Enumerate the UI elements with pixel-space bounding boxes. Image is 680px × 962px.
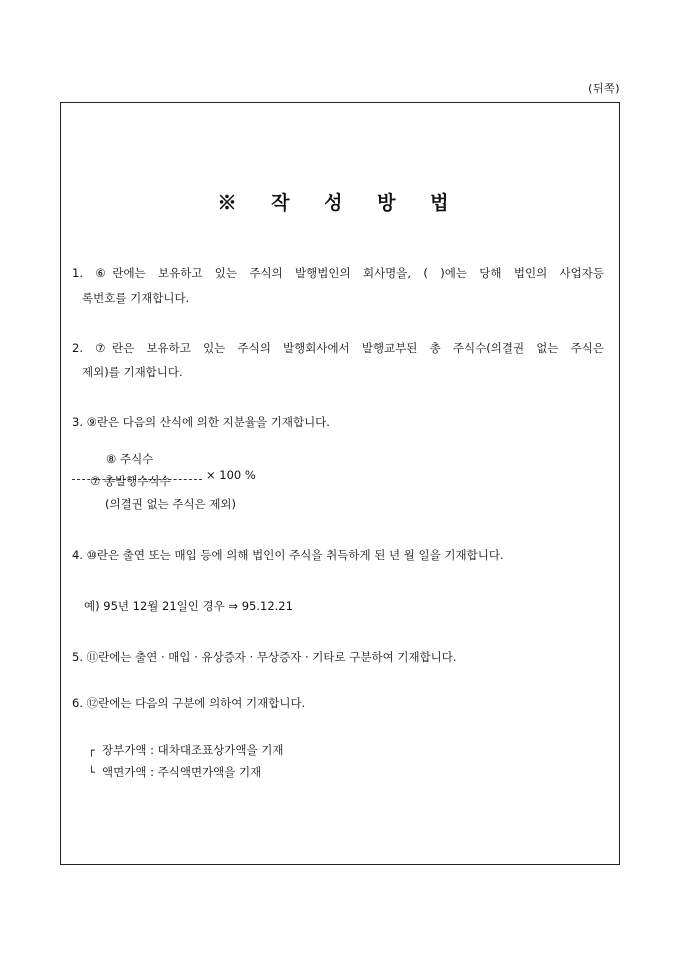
item-4-example: 예) 95년 12월 21일인 경우 ⇒ 95.12.21 bbox=[84, 599, 293, 613]
item-1-line-1: 1. ⑥란에는 보유하고 있는 주식의 발행법인의 회사명을, ( )에는 당해 법인의 사업자등 bbox=[72, 266, 604, 280]
page-title: ※ 작 성 방 법 bbox=[217, 192, 463, 214]
item-6-sub-2 bbox=[88, 764, 261, 781]
bracket-bottom-icon: └ bbox=[88, 766, 95, 779]
item-2-line-2: 제외)를 기재합니다. bbox=[82, 365, 183, 379]
item-4: 4. ⑩란은 출연 또는 매입 등에 의해 법인이 주식을 취득하게 된 년 월 일을 기재합니다. bbox=[72, 548, 504, 562]
formula-denominator: ⑦ 총발행수식수 bbox=[90, 474, 171, 488]
formula-note: (의결권 없는 주식은 제외) bbox=[105, 497, 237, 511]
item-6-sub-1-text: 장부가액 : 대차대조표상가액을 기재 bbox=[102, 743, 284, 757]
item-5: 5. ⑪란에는 출연 · 매입 · 유상증자 · 무상증자 · 기타로 구분하여 기재합니다. bbox=[72, 650, 457, 664]
item-3: 3. ⑨란은 다음의 산식에 의한 지분율을 기재합니다. bbox=[72, 415, 330, 429]
item-2-line-1: 2. ⑦란은 보유하고 있는 주식의 발행회사에서 발행교부된 총 주식수(의결권 없는 주식은 bbox=[72, 341, 604, 355]
formula-numerator: ⑧ 주식수 bbox=[106, 452, 154, 466]
item-6-sub-2-text: 액면가액 : 주식액면가액을 기재 bbox=[102, 765, 262, 779]
page-side-label: (뒤쪽) bbox=[588, 82, 620, 95]
item-6-sub-1 bbox=[88, 742, 283, 759]
item-1-line-2: 록번호를 기재합니다. bbox=[82, 291, 190, 305]
bracket-top-icon: ┌ bbox=[88, 744, 95, 757]
item-6: 6. ⑫란에는 다음의 구분에 의하여 기재합니다. bbox=[72, 696, 306, 710]
formula-multiplier: × 100 % bbox=[206, 468, 256, 482]
